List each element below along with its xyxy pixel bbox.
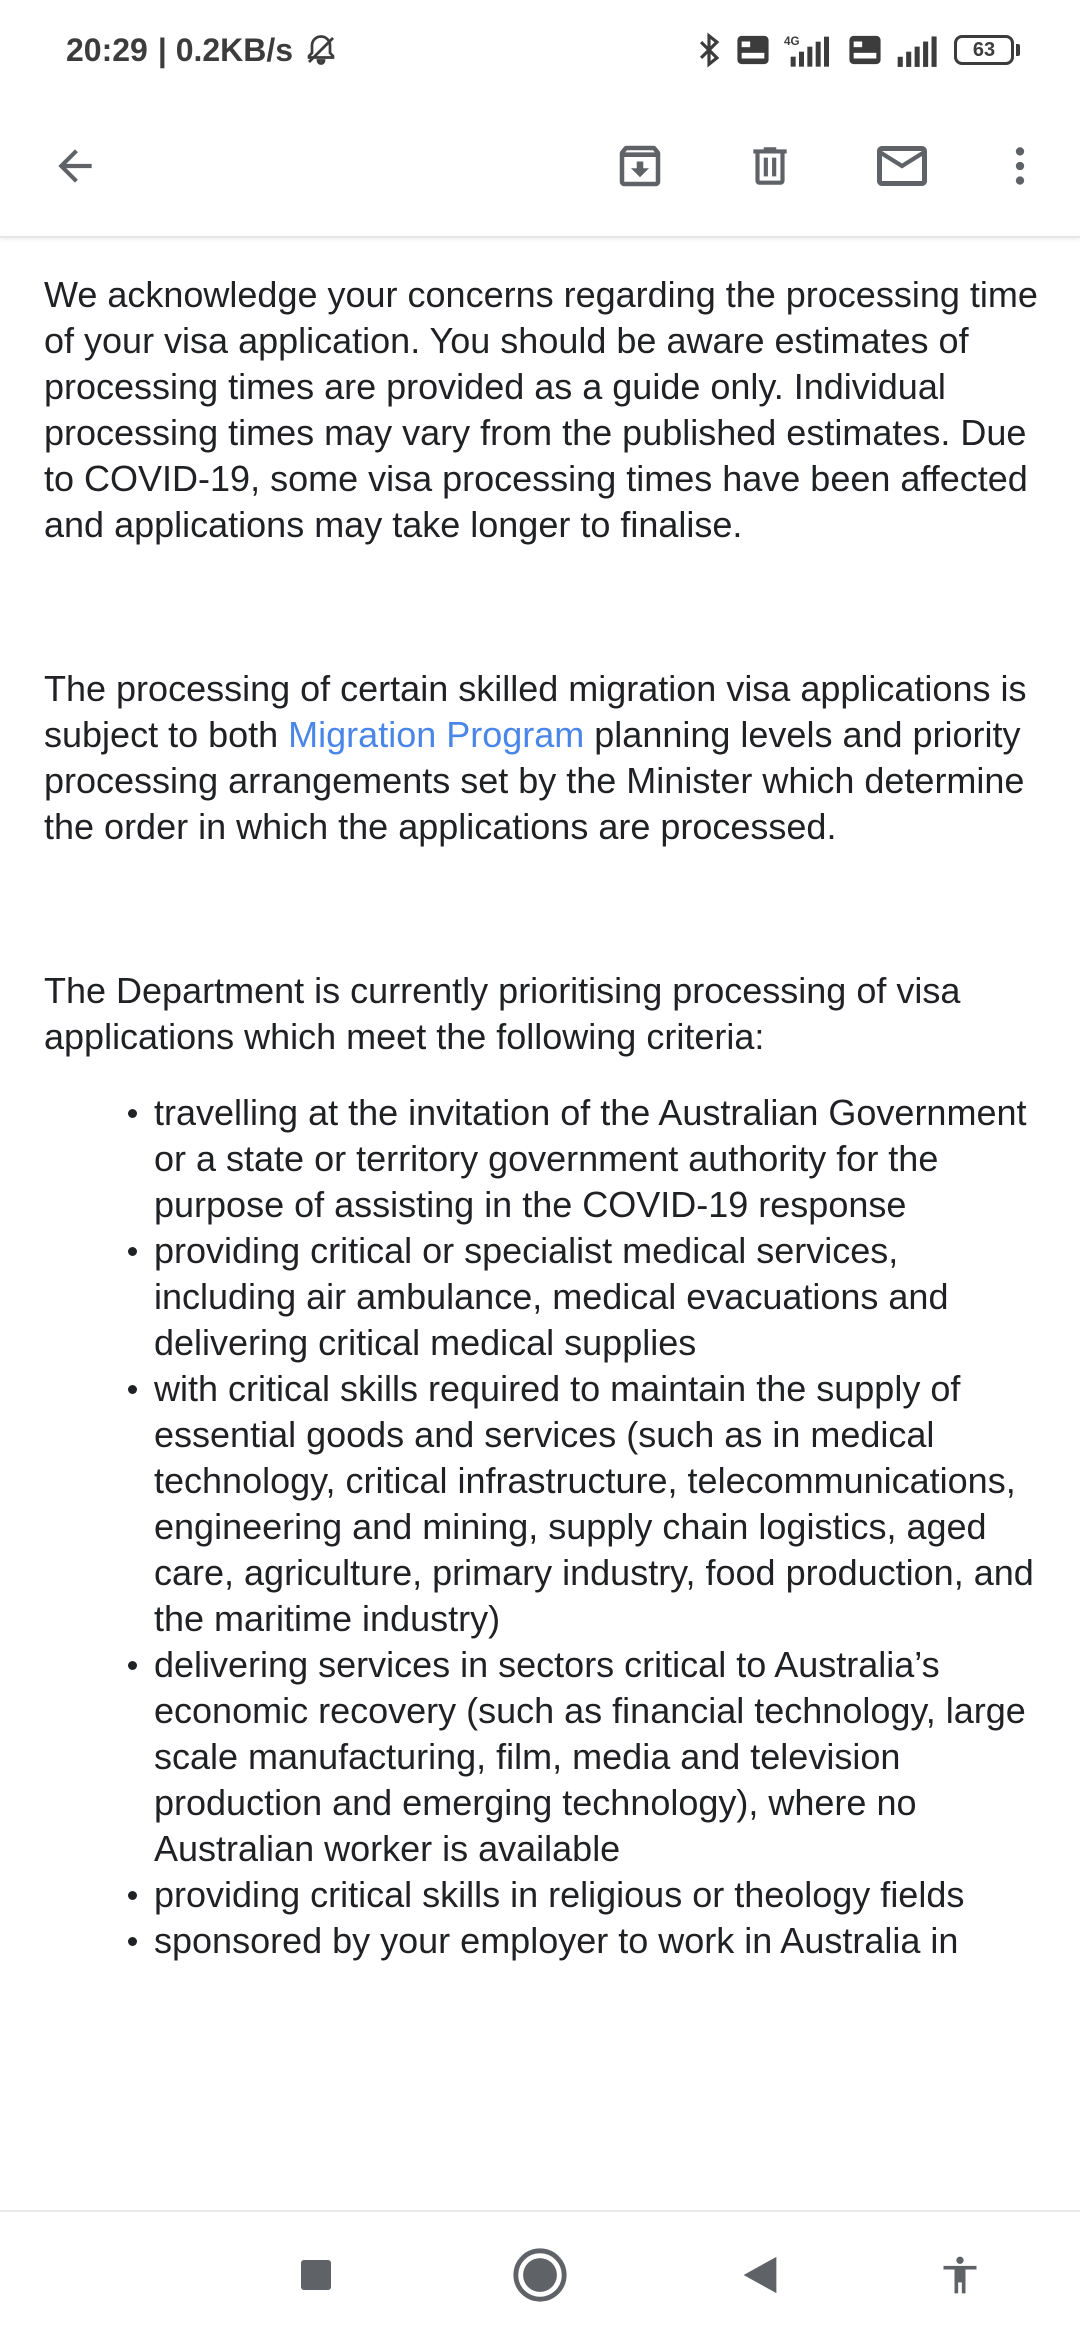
svg-text:4G: 4G: [784, 35, 800, 48]
more-vert-icon: [995, 141, 1045, 196]
paragraph-prioritising: The Department is currently prioritising processing of visa applications which meet the following criteria:: [44, 970, 961, 1057]
system-back-button[interactable]: [720, 2237, 800, 2317]
paragraph-processing-time: We acknowledge your concerns regarding the processing time of your visa application. You should be aware estimates of processing times are provided as a guide only. Individual processing times may vary from the published estimates. Due to COVID-19, some visa processing times have been affected and applications may take longer to finalise.: [44, 274, 1038, 545]
volte-icon: [848, 33, 882, 67]
list-item: providing critical skills in religious or theology fields: [154, 1872, 1044, 1918]
recents-square-icon: [298, 2257, 334, 2298]
archive-icon: [613, 139, 667, 198]
paragraph-text: The processing of certain skilled migration visa applications is subject to both: [44, 668, 1027, 755]
signal-icon: [896, 33, 940, 67]
delete-icon: [745, 141, 795, 196]
mark-unread-button[interactable]: [852, 118, 952, 218]
accessibility-icon: [938, 2253, 982, 2302]
back-triangle-icon: [740, 2253, 780, 2302]
migration-program-link[interactable]: Migration Program: [288, 714, 585, 755]
status-network-speed: | 0.2KB/s: [157, 31, 294, 68]
status-right: [696, 31, 1020, 69]
system-nav-bar: [0, 2210, 1080, 2342]
home-circle-icon: [511, 2246, 569, 2309]
list-item: delivering services in sectors critical to Australia’s economic recovery (such as financial technology, large scale manufacturing, film, media and television production and emerging technology), where no Australian worker is available: [154, 1642, 1044, 1872]
accessibility-button[interactable]: [920, 2237, 1000, 2317]
mark-unread-icon: [872, 136, 932, 201]
list-item: sponsored by your employer to work in Australia in: [154, 1918, 1044, 1964]
home-button[interactable]: [500, 2237, 580, 2317]
signal-icon: [784, 33, 834, 67]
back-arrow-icon: [50, 141, 100, 196]
criteria-list: [44, 1090, 1044, 1964]
volte-icon: [736, 33, 770, 67]
list-item: with critical skills required to maintain the supply of essential goods and services (such as in medical technology, critical infrastructure, telecommunications, engineering and mining, supply chain logistics, aged care, agriculture, primary industry, food production, and the maritime industry): [154, 1366, 1044, 1642]
paragraph-text: planning levels and priority processing arrangements set by the Minister which determine the order in which the applications are processed.: [44, 714, 1025, 847]
email-toolbar: [0, 100, 1080, 238]
email-body: [44, 272, 1044, 2206]
archive-button[interactable]: [590, 118, 690, 218]
battery-tip: [1016, 44, 1020, 56]
battery-level: 63: [954, 35, 1014, 65]
recents-button[interactable]: [276, 2237, 356, 2317]
status-time: 20:29: [66, 31, 148, 68]
list-item: providing critical or specialist medical services, including air ambulance, medical evacuations and delivering critical medical supplies: [154, 1228, 1044, 1366]
list-item: travelling at the invitation of the Australian Government or a state or territory government authority for the purpose of assisting in the COVID-19 response: [154, 1090, 1044, 1228]
mute-bell-icon: [303, 32, 339, 68]
status-bar: [0, 0, 1080, 100]
paragraph-skilled-migration: [44, 666, 1044, 850]
status-left: [66, 32, 339, 69]
battery-icon: [954, 35, 1020, 65]
delete-button[interactable]: [720, 118, 820, 218]
back-button[interactable]: [25, 118, 125, 218]
bluetooth-icon: [696, 31, 722, 69]
more-options-button[interactable]: [970, 118, 1070, 218]
